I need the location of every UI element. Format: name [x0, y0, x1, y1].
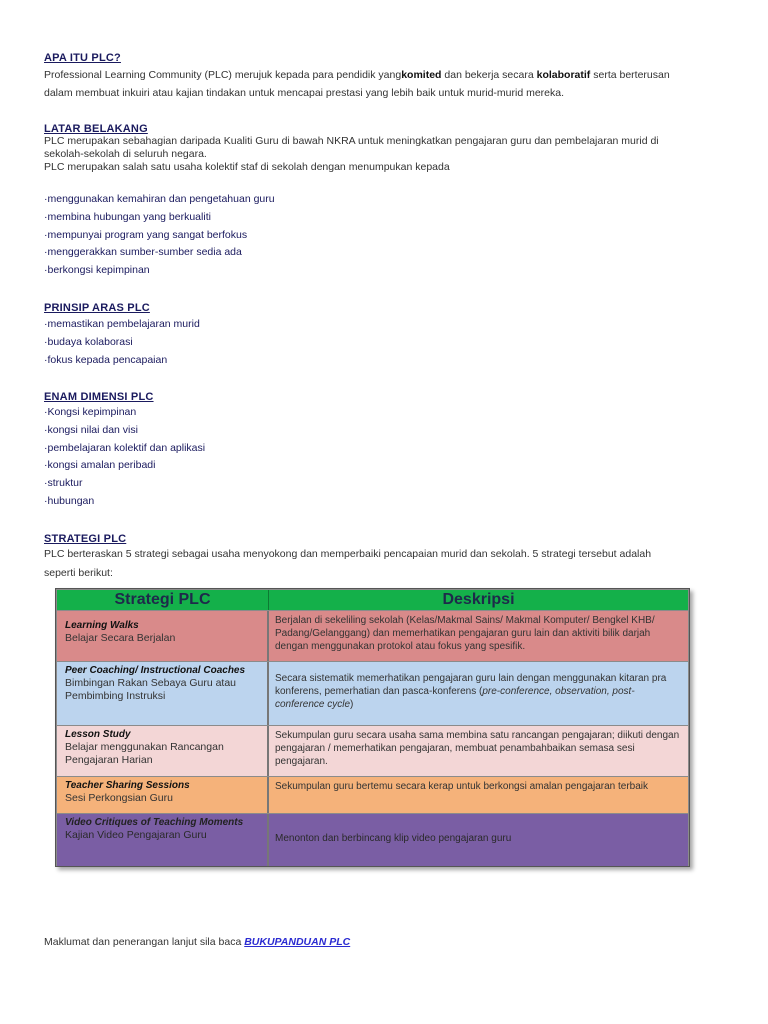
intro-bold-komited: komited — [401, 69, 442, 81]
strategi-line-2: seperti berikut: — [44, 567, 113, 579]
latar-line-3: PLC merupakan salah satu usaha kolektif staf di sekolah dengan menumpukan kepada — [44, 161, 450, 173]
list-item: · berkongsi kepimpinan — [44, 262, 275, 280]
intro-paragraph — [44, 67, 734, 102]
intro-line-2: dalam membuat inkuiri atau kajian tindakan untuk mencapai prestasi yang lebih baik untuk murid-murid mereka. — [44, 87, 565, 99]
description-cell — [268, 777, 688, 813]
strategy-cell — [57, 611, 268, 661]
strategy-name: Peer Coaching/ Instructional Coaches — [65, 665, 246, 676]
strategi-line-1: PLC berteraskan 5 strategi sebagai usaha menyokong dan memperbaiki pencapaian murid dan sekolah. 5 strategi tersebut adalah — [44, 548, 652, 560]
strategy-cell — [57, 726, 268, 776]
strategy-sub: Bimbingan Rakan Sebaya Guru atau Pembimbing Instruksi — [65, 677, 237, 702]
strategy-name: Teacher Sharing Sessions — [65, 780, 190, 791]
heading-apa-itu-plc: APA ITU PLC? — [44, 52, 121, 64]
strategi-table — [55, 588, 690, 867]
heading-latar-belakang: LATAR BELAKANG — [44, 123, 148, 135]
intro-text-1: Professional Learning Community (PLC) merujuk kepada para pendidik yang — [44, 69, 402, 81]
prinsip-list — [44, 316, 200, 369]
list-item: · kongsi amalan peribadi — [44, 457, 205, 475]
list-item: · Kongsi kepimpinan — [44, 404, 205, 422]
strategy-name: Learning Walks — [65, 620, 139, 631]
strategy-desc: Sekumpulan guru secara usaha sama membina satu rancangan pengajaran; diikuti dengan pengajaran / memerhatikan pengajaran, membuat penambahbaikan semasa sesi pengajaran. — [275, 730, 680, 767]
list-item: · mempunyai program yang sangat berfokus — [44, 227, 275, 245]
table-header-row — [57, 590, 688, 610]
dimensi-list — [44, 404, 205, 511]
strategy-sub: Belajar menggunakan Rancangan Pengajaran Harian — [65, 741, 224, 766]
description-cell — [268, 662, 688, 725]
strategy-cell — [57, 662, 268, 725]
list-item: · fokus kepada pencapaian — [44, 352, 200, 370]
description-cell — [268, 611, 688, 661]
desc-part: Secara sistematik memerhatikan pengajaran guru lain dengan menggunakan kitaran pra konferens, pemerhatian dan pasca-konferens ( — [275, 673, 667, 697]
header-strategi: Strategi PLC — [114, 591, 211, 608]
intro-bold-kolaboratif: kolaboratif — [536, 69, 591, 81]
strategy-sub: Kajian Video Pengajaran Guru — [65, 829, 207, 841]
intro-text-3: serta berterusan — [590, 69, 670, 81]
strategy-desc — [275, 672, 682, 711]
table-row — [57, 726, 688, 776]
latar-line-1: PLC merupakan sebahagian daripada Kualiti Guru di bawah NKRA untuk meningkatkan pengajaran guru dan pembelajaran murid di — [44, 135, 659, 147]
list-item: · budaya kolaborasi — [44, 334, 200, 352]
desc-italic: pre-conference, observation, post-conference cycle — [275, 686, 635, 710]
list-item: · menggunakan kemahiran dan pengetahuan guru — [44, 191, 275, 209]
list-item: · memastikan pembelajaran murid — [44, 316, 200, 334]
table-row — [57, 611, 688, 661]
footer-line — [44, 932, 350, 951]
header-deskripsi: Deskripsi — [268, 590, 688, 610]
description-cell — [268, 726, 688, 776]
latar-line-2: sekolah-sekolah di seluruh negara. — [44, 148, 207, 160]
table-row — [57, 662, 688, 725]
strategy-desc: Sekumpulan guru bertemu secara kerap untuk berkongsi amalan pengajaran terbaik — [275, 781, 649, 792]
bukupanduan-link[interactable]: BUKUPANDUAN PLC — [244, 936, 351, 948]
strategy-desc: Menonton dan berbincang klip video pengajaran guru — [275, 833, 512, 844]
desc-part: ) — [350, 699, 354, 710]
description-cell — [268, 814, 688, 866]
heading-prinsip-aras: PRINSIP ARAS PLC — [44, 302, 150, 314]
footer-text: Maklumat dan penerangan lanjut sila baca — [44, 936, 245, 948]
strategi-intro — [44, 546, 734, 582]
latar-belakang-text — [44, 135, 734, 174]
latar-list — [44, 191, 275, 280]
list-item: · kongsi nilai dan visi — [44, 422, 205, 440]
list-item: · menggerakkan sumber-sumber sedia ada — [44, 244, 275, 262]
intro-text-2: dan bekerja secara — [441, 69, 537, 81]
strategy-sub: Sesi Perkongsian Guru — [65, 792, 173, 804]
strategy-cell — [57, 777, 268, 813]
list-item: · hubungan — [44, 493, 205, 511]
table-row — [57, 777, 688, 813]
strategy-name: Lesson Study — [65, 729, 131, 740]
heading-enam-dimensi: ENAM DIMENSI PLC — [44, 391, 154, 403]
list-item: · pembelajaran kolektif dan aplikasi — [44, 440, 205, 458]
list-item: · struktur — [44, 475, 205, 493]
list-item: · membina hubungan yang berkualiti — [44, 209, 275, 227]
strategy-sub: Belajar Secara Berjalan — [65, 632, 176, 644]
strategy-desc: Berjalan di sekeliling sekolah (Kelas/Makmal Sains/ Makmal Komputer/ Bengkel KHB/ Padang/Gelanggang) dan memerhatikan pengajaran guru lain dan aktiviti bilik darjah dengan menggunakan protokol atau fokus yang spesifik. — [275, 615, 655, 652]
strategy-name: Video Critiques of Teaching Moments — [65, 817, 244, 828]
table-row — [57, 814, 688, 866]
heading-strategi-plc: STRATEGI PLC — [44, 533, 127, 545]
strategy-cell — [57, 814, 268, 866]
